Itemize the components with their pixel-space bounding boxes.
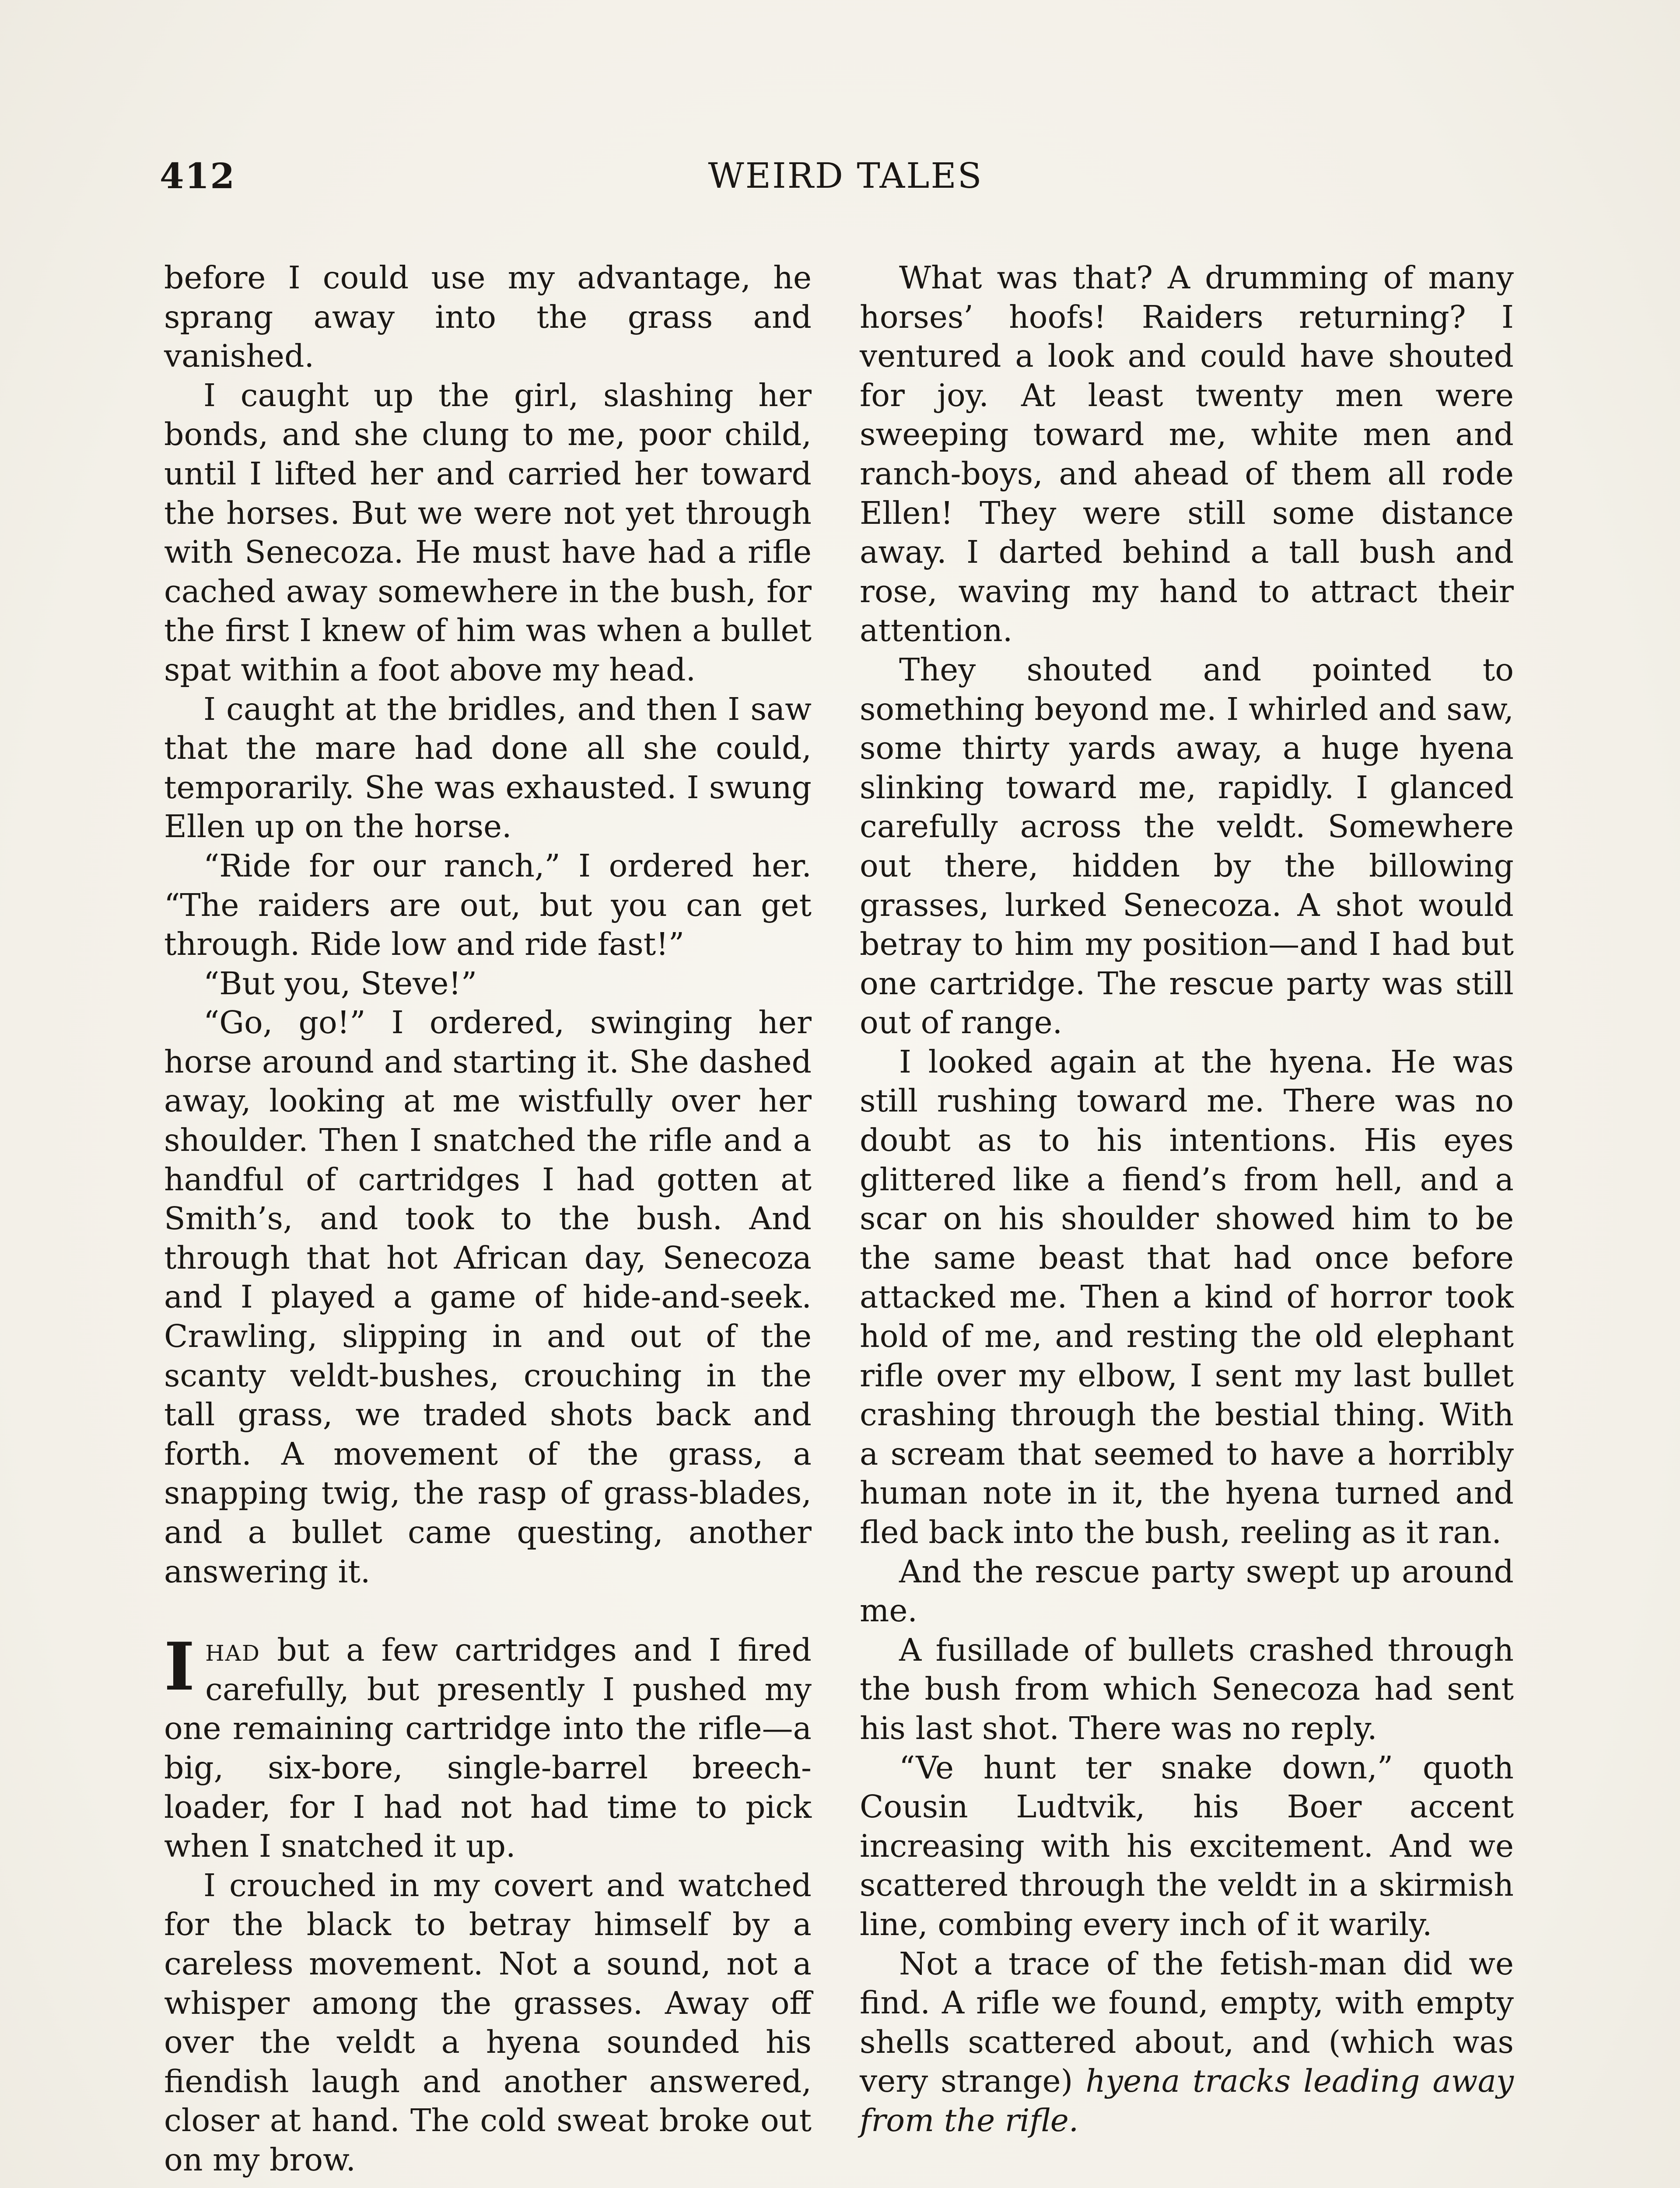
paragraph: A fusillade of bullets crashed through the bush from which Senecoza had sent his last shot. There was no reply. (860, 1631, 1514, 1746)
italic-text: hyena tracks leading away from the rifle. (860, 2063, 1514, 2139)
running-title: WEIRD TALES (708, 155, 983, 196)
paragraph: before I could use my advantage, he sprang away into the grass and vanished. (164, 259, 812, 375)
paragraph: What was that? A drumming of many horses’ hoofs! Raiders returning? I ventured a look and could have shouted for joy. At least twenty men were sweeping toward me, white men and ranch-boys, and ahead of them all rode Ellen! They were still some distance away. I darted behind a tall bush and rose, waving my hand to attract their attention. (860, 259, 1514, 649)
section-break (164, 1591, 812, 1630)
paragraph: “Go, go!” I ordered, swinging her horse around and starting it. She dashed away, looking at me wistfully over her shoulder. Then I snatched the rifle and a handful of cartridges I had gotten at Smith’s, and took to the bush. And through that hot African day, Senecoza and I played a game of hide-and-seek. Crawling, slipping in and out of the scanty veldt-bushes, crouching in the tall grass, we traded shots back and forth. A movement of the grass, a snapping twig, the rasp of grass-blades, and a bullet came questing, another answering it. (164, 1004, 812, 1590)
paragraph: “But you, Steve!” (203, 965, 477, 1002)
paragraph-text: but a few cartridges and I fired carefully, but presently I pushed my one remaining cartridge into the rifle—a big, six-bore, single-barrel breech-loader, for I had not had time to pick when I snatched it up. (164, 1632, 812, 1865)
page-number: 412 (160, 155, 235, 196)
paragraph: They shouted and pointed to something beyond me. I whirled and saw, some thirty yards away, a huge hyena slinking toward me, rapidly. I glanced carefully across the veldt. Somewhere out there, hidden by the billowing grasses, lurked Senecoza. A shot would betray to him my position—and I had but one cartridge. The rescue party was still out of range. (860, 651, 1514, 1041)
drop-cap: I (164, 1628, 195, 1706)
small-caps-lead: had (205, 1632, 260, 1669)
paragraph: “Ve hunt ter snake down,” quoth Cousin Ludtvik, his Boer accent increasing with his excitement. And we scattered through the veldt in a skirmish line, combing every inch of it warily. (860, 1749, 1514, 1943)
paragraph-text: Not a trace of the fetish-man did we find. A rifle we found, empty, with empty shells scattered about, and (which was very strange) (860, 1945, 1514, 2100)
paragraph: And the rescue party swept up around me. (860, 1553, 1514, 1629)
left-column (164, 258, 812, 2180)
paragraph: I caught up the girl, slashing her bonds, and she clung to me, poor child, until I lifted her and carried her toward the horses. But we were not yet through with Senecoza. He must have had a rifle cached away somewhere in the bush, for the first I knew of him was when a bullet spat within a foot above my head. (164, 377, 812, 688)
paragraph: “Ride for our ranch,” I ordered her. “The raiders are out, but you can get through. Ride low and ride fast!” (164, 847, 812, 963)
page-header (160, 155, 1531, 208)
paragraph: I crouched in my covert and watched for the black to betray himself by a careless movement. Not a sound, not a whisper among the grasses. Away off over the veldt a hyena sounded his fiendish laugh and another answered, closer at hand. The cold sweat broke out on my brow. (164, 1867, 812, 2178)
paragraph (860, 1944, 1514, 2140)
right-column (860, 258, 1514, 2140)
paragraph: I caught at the bridles, and then I saw that the mare had done all she could, temporarily. She was exhausted. I swung Ellen up on the horse. (164, 691, 812, 845)
paragraph: I looked again at the hyena. He was still rushing toward me. There was no doubt as to his intentions. His eyes glittered like a fiend’s from hell, and a scar on his shoulder showed him to be the same beast that had once before attacked me. Then a kind of horror took hold of me, and resting the old elephant rifle over my elbow, I sent my last bullet crashing through the bestial thing. With a scream that seemed to have a horribly human note in it, the hyena turned and fled back into the bush, reeling as it ran. (860, 1043, 1514, 1550)
dropcap-paragraph (164, 1630, 812, 1866)
